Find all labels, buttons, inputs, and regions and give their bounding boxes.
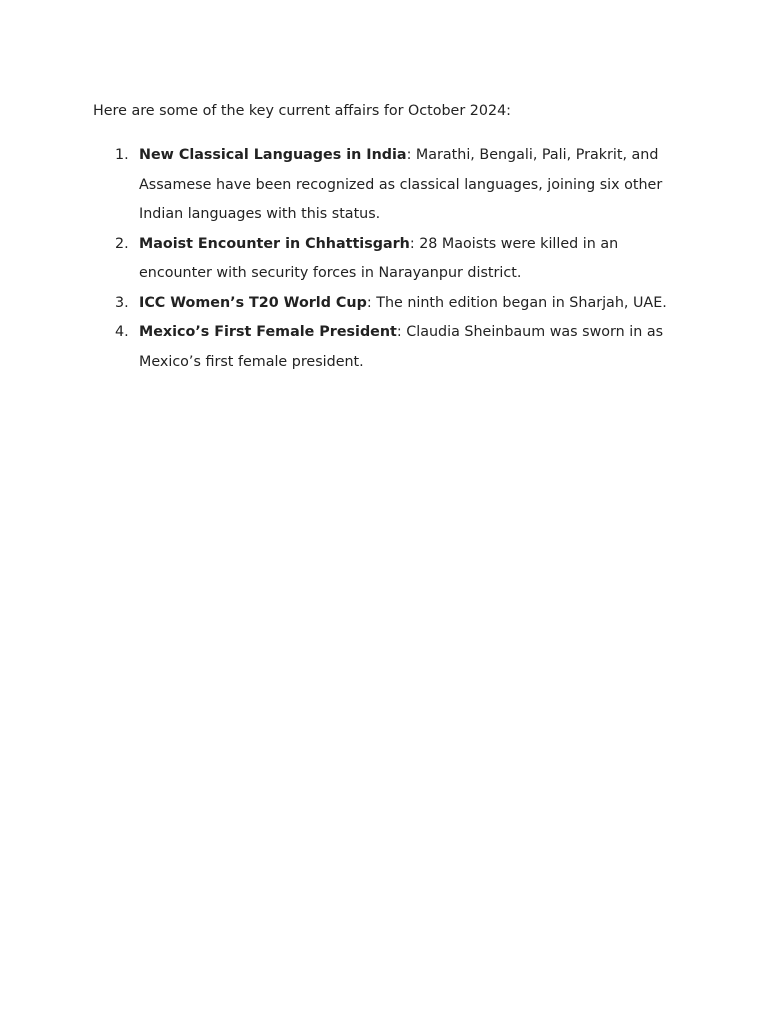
list-item-title: ICC Women’s T20 World Cup	[139, 294, 367, 311]
list-item-number: 4.	[115, 324, 129, 340]
list-item	[93, 230, 683, 289]
intro-paragraph: Here are some of the key current affairs for October 2024:	[93, 103, 511, 119]
list-item-number: 3.	[115, 294, 129, 311]
list-item	[93, 318, 683, 377]
list-item-number: 1.	[115, 147, 129, 163]
list-item-text: : 28 Maoists were killed in an encounter with security forces in Narayanpur district.	[139, 235, 619, 281]
current-affairs-list	[93, 141, 683, 377]
list-item-text: : Marathi, Bengali, Pali, Prakrit, and Assamese have been recognized as classical languages, joining six other Indian languages with this status.	[139, 147, 663, 222]
list-item-number: 2.	[115, 235, 129, 252]
document-body	[93, 99, 683, 377]
list-item	[93, 289, 683, 319]
list-item	[93, 141, 683, 230]
list-item-text: : The ninth edition began in Sharjah, UAE.	[366, 294, 667, 311]
list-item-text: : Claudia Sheinbaum was sworn in as Mexico’s first female president.	[139, 324, 664, 370]
list-item-title: Maoist Encounter in Chhattisgarh	[139, 235, 410, 252]
list-item-title: New Classical Languages in India	[139, 147, 407, 163]
list-item-title: Mexico’s First Female President	[139, 324, 397, 340]
